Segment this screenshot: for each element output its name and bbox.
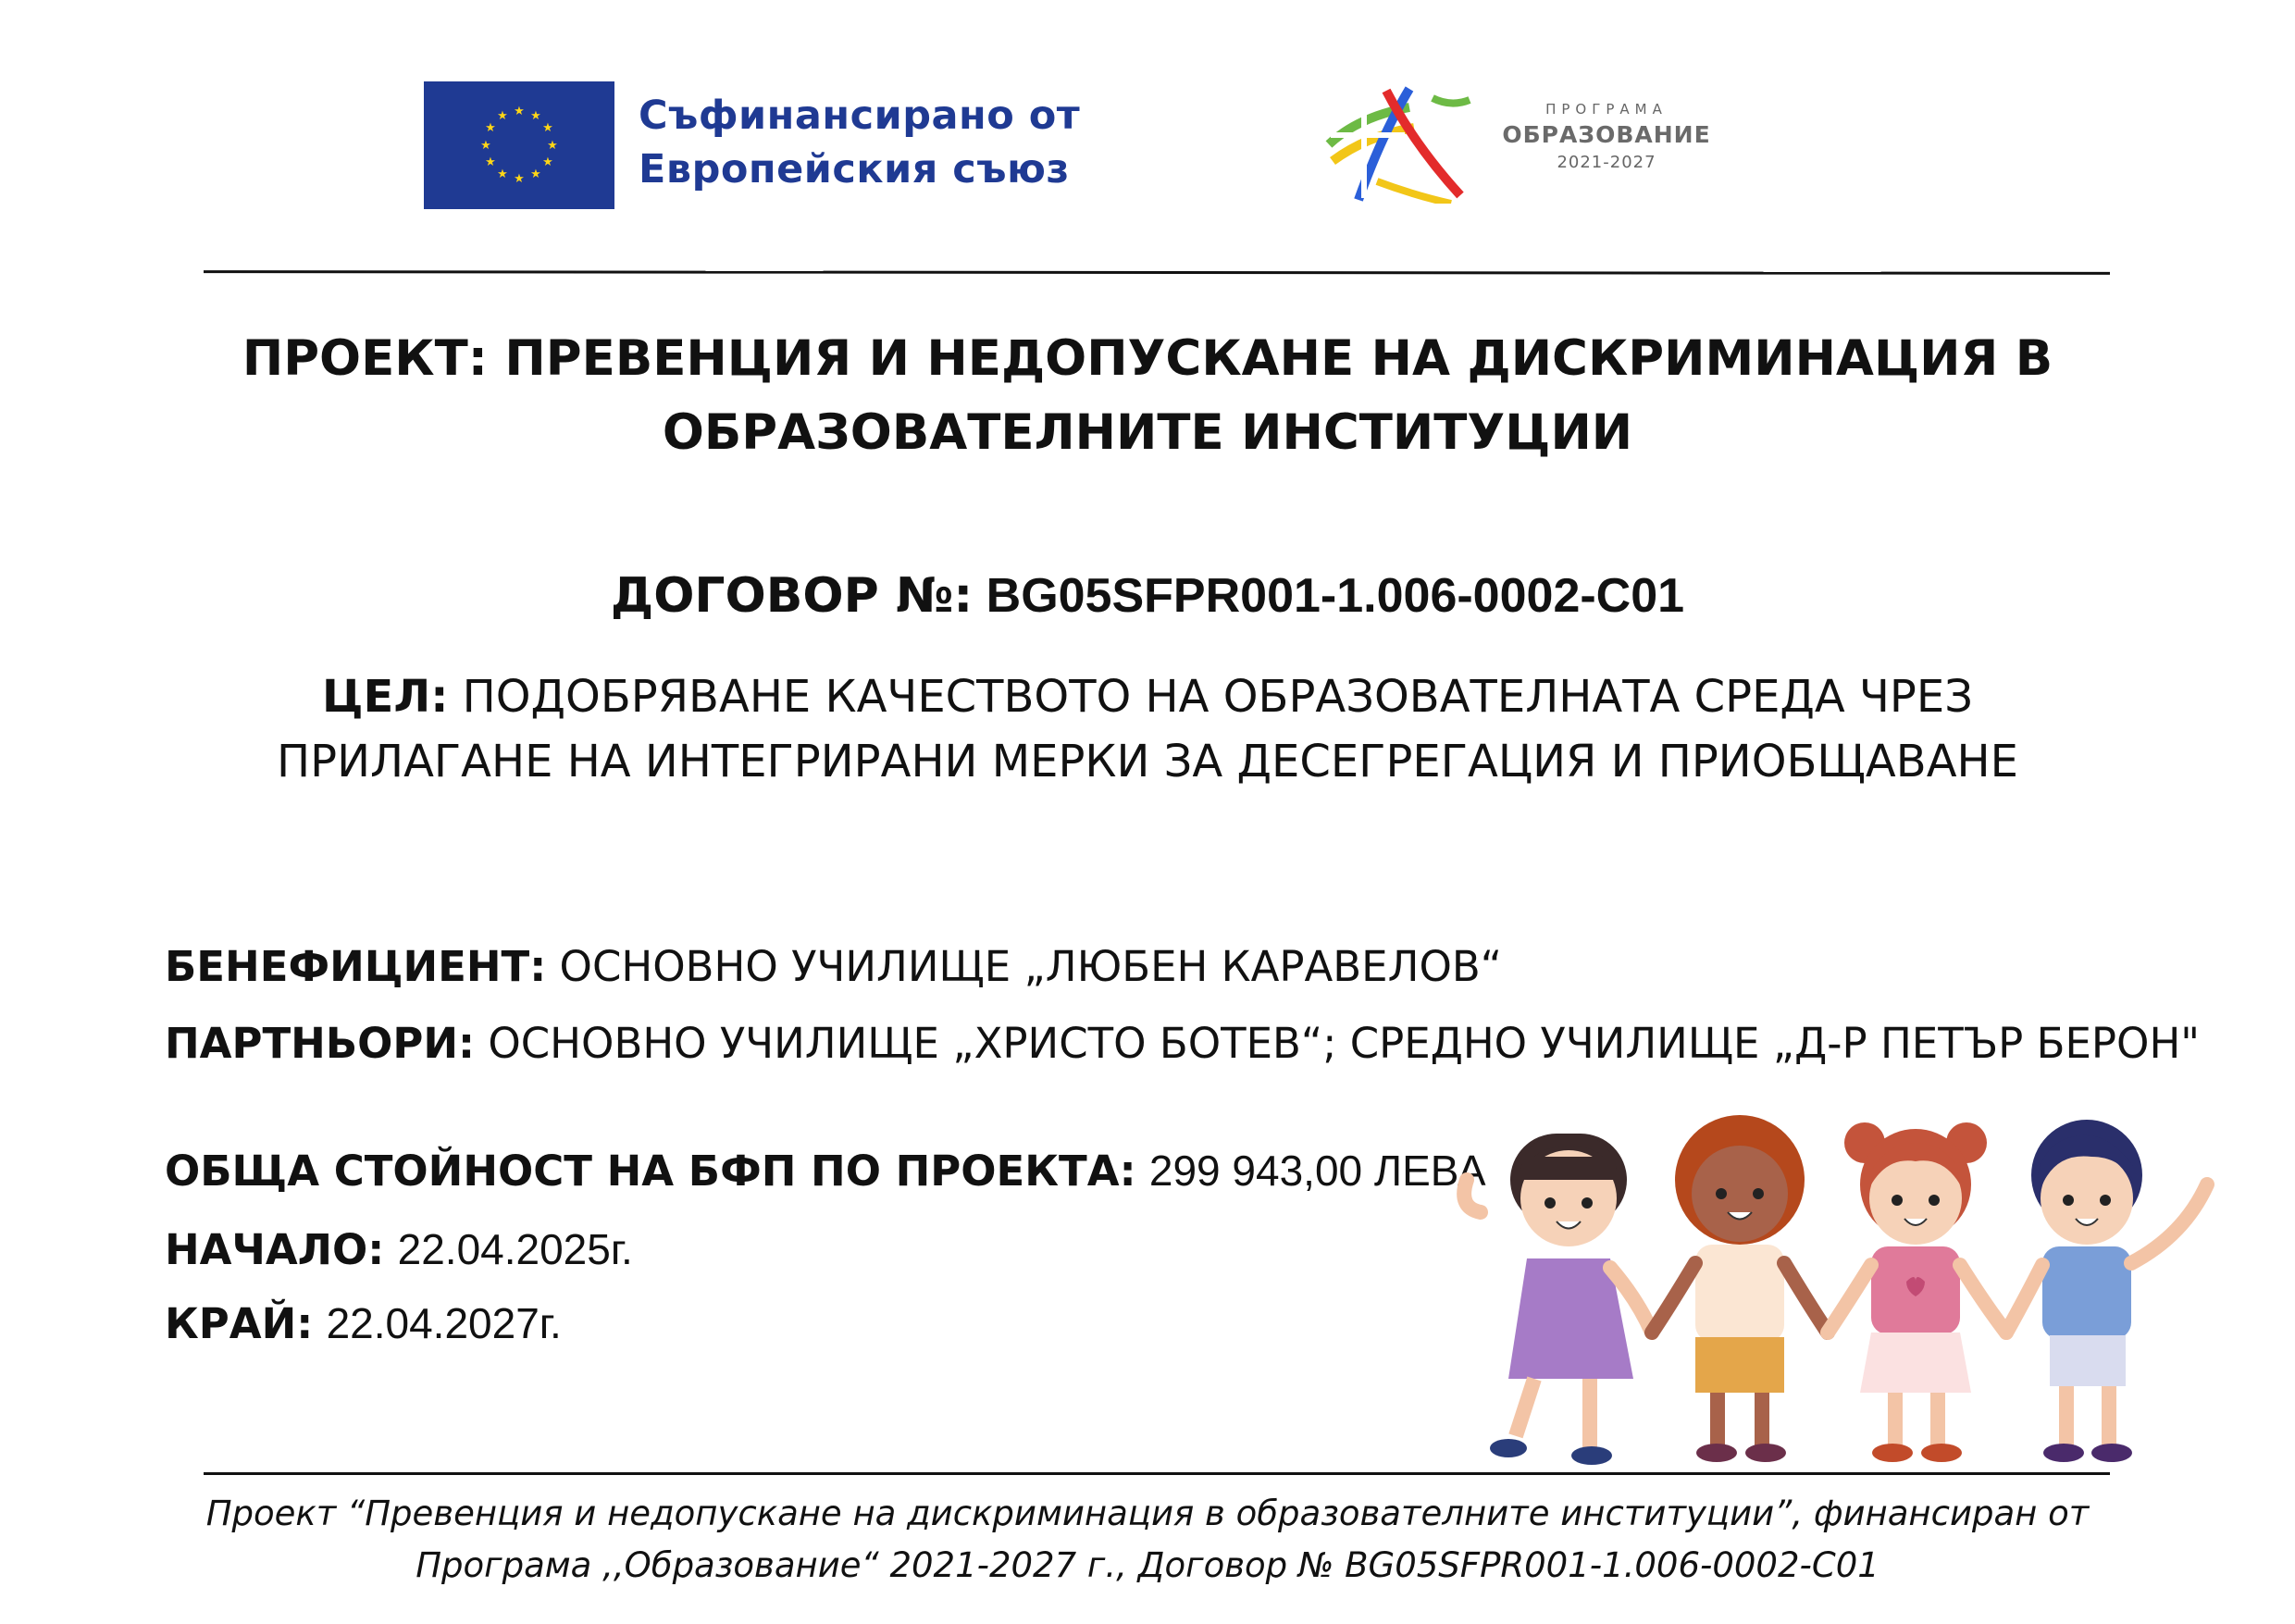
svg-text:★: ★ bbox=[497, 109, 508, 123]
contract-number bbox=[222, 566, 2073, 626]
project-title bbox=[222, 322, 2073, 470]
start-date-row bbox=[165, 1221, 633, 1278]
programme-small-label: ПРОГРАМА bbox=[1545, 101, 1668, 118]
goal-label: ЦЕЛ: bbox=[322, 671, 449, 723]
eu-text-line1: Съфинансирано от bbox=[639, 93, 1081, 139]
programme-name: ОБРАЗОВАНИЕ bbox=[1502, 121, 1711, 148]
svg-text:★: ★ bbox=[514, 105, 525, 118]
eu-text-line2: Европейския съюз bbox=[639, 146, 1070, 192]
partners-row bbox=[165, 1016, 2200, 1072]
end-value: 22.04.2027г. bbox=[326, 1299, 562, 1347]
svg-text:★: ★ bbox=[485, 155, 496, 169]
end-label: КРАЙ: bbox=[165, 1299, 314, 1348]
svg-text:★: ★ bbox=[542, 155, 553, 169]
svg-text:★: ★ bbox=[480, 139, 491, 153]
footer-line1: Проект “Превенция и недопускане на дискриминация в образователните институции”, финансиран от bbox=[205, 1494, 2090, 1533]
footer-line2: Програма ,,Образование“ 2021-2027 г., Договор № BG05SFPR001-1.006-0002-C01 bbox=[416, 1545, 1879, 1585]
project-title-line2: ОБРАЗОВАТЕЛНИТЕ ИНСТИТУЦИИ bbox=[662, 404, 1633, 461]
beneficiary-label: БЕНЕФИЦИЕНТ: bbox=[165, 942, 547, 991]
total-value-row bbox=[165, 1143, 1486, 1199]
programme-years: 2021-2027 bbox=[1557, 153, 1656, 172]
beneficiary-value: ОСНОВНО УЧИЛИЩЕ „ЛЮБЕН КАРАВЕЛОВ“ bbox=[559, 942, 1503, 991]
project-title-line1: ПРОЕКТ: ПРЕВЕНЦИЯ И НЕДОПУСКАНЕ НА ДИСКРИМИНАЦИЯ В bbox=[242, 330, 2053, 387]
programme-logo-icon bbox=[1321, 80, 1479, 204]
svg-text:★: ★ bbox=[542, 121, 553, 135]
svg-text:★: ★ bbox=[514, 172, 525, 186]
children-holding-hands-illustration bbox=[1453, 1106, 2267, 1476]
total-label: ОБЩА СТОЙНОСТ НА БФП ПО ПРОЕКТА: bbox=[165, 1147, 1136, 1196]
contract-value: BG05SFPR001-1.006-0002-C01 bbox=[986, 569, 1685, 623]
goal-line2: ПРИЛАГАНЕ НА ИНТЕГРИРАНИ МЕРКИ ЗА ДЕСЕГРЕГАЦИЯ И ПРИОБЩАВАНЕ bbox=[277, 736, 2018, 787]
svg-text:★: ★ bbox=[530, 109, 541, 123]
top-divider bbox=[204, 270, 2110, 275]
svg-text:★: ★ bbox=[485, 121, 496, 135]
contract-label: ДОГОВОР №: bbox=[610, 568, 974, 624]
partners-value: ОСНОВНО УЧИЛИЩЕ „ХРИСТО БОТЕВ“; СРЕДНО УЧИЛИЩЕ „Д-Р ПЕТЪР БЕРОН" bbox=[488, 1019, 2201, 1068]
goal-line1: ПОДОБРЯВАНЕ КАЧЕСТВОТО НА ОБРАЗОВАТЕЛНАТА СРЕДА ЧРЕЗ bbox=[462, 671, 1973, 723]
svg-text:★: ★ bbox=[530, 167, 541, 181]
end-date-row bbox=[165, 1295, 562, 1352]
start-label: НАЧАЛО: bbox=[165, 1225, 385, 1274]
beneficiary-row bbox=[165, 939, 1502, 995]
footer-note bbox=[167, 1488, 2128, 1592]
total-value: 299 943,00 ЛЕВА bbox=[1148, 1147, 1486, 1195]
start-value: 22.04.2025г. bbox=[397, 1225, 633, 1273]
bottom-divider bbox=[204, 1472, 2110, 1475]
project-goal bbox=[222, 664, 2073, 794]
programme-logo-text bbox=[1486, 100, 1727, 174]
svg-text:★: ★ bbox=[547, 139, 558, 153]
eu-cofunded-text bbox=[639, 89, 1120, 196]
eu-flag-icon bbox=[424, 81, 614, 209]
svg-text:★: ★ bbox=[497, 167, 508, 181]
partners-label: ПАРТНЬОРИ: bbox=[165, 1019, 476, 1068]
